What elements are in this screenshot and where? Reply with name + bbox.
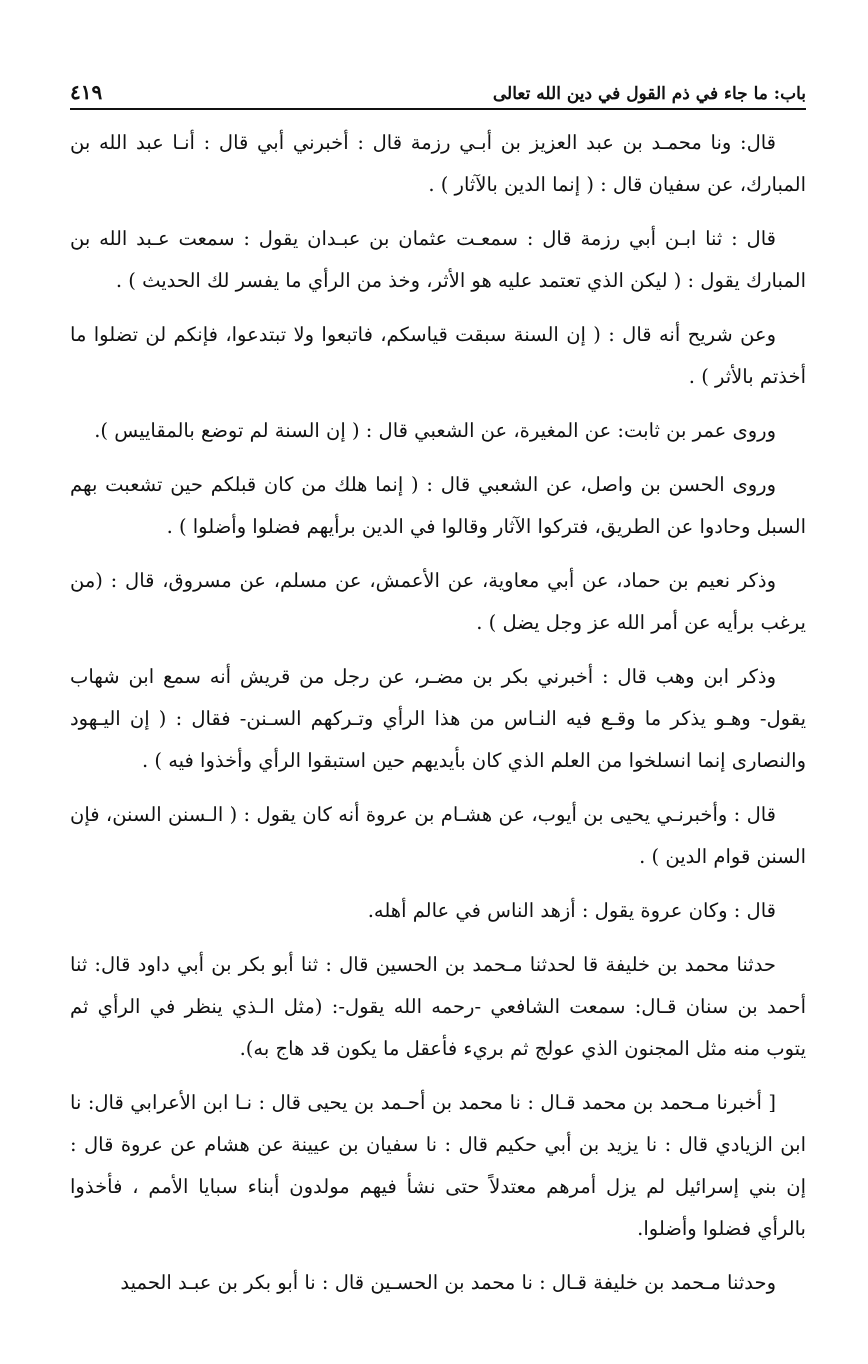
paragraph: وحدثنا مـحمد بن خليفة قـال : نا محمد بن الحسـين قال : نا أبو بكر بن عبـد الحميد [120, 1271, 776, 1294]
paragraph: قال : وأخبرنـي يحيى بن أيوب، عن هشـام بن عروة أنه كان يقول : ( الـسنن السنن، فإن السنن قوام الدين ) . [70, 803, 806, 868]
paragraph: [ أخبرنا مـحمد بن محمد قـال : نا محمد بن أحـمد بن يحيى قال : نـا ابن الأعرابي قال: نا ابن الزيادي قال : نا يزيد بن أبي حكيم قال : نا سفيان بن عيينة عن هشام عن عروة قال : إن بني إسرائيل لم يزل أمرهم معتدلاً حتى نشأ فيهم مولدون أبناء سبايا الأمم ، فأخذوا بالرأي فضلوا وأضلوا. [70, 1091, 806, 1240]
page-number: ٤١٩ [70, 80, 103, 104]
paragraph: وروى الحسن بن واصل، عن الشعبي قال : ( إنما هلك من كان قبلكم حين تشعبت بهم السبل وحادوا عن الطريق، فتركوا الآثار وقالوا في الدين برأيهم فضلوا وأضلوا ) . [70, 473, 806, 538]
page-header [70, 70, 806, 110]
paragraph: وذكر نعيم بن حماد، عن أبي معاوية، عن الأعمش، عن مسلم، عن مسروق، قال : (من يرغب برأيه عن أمر الله عز وجل يضل ) . [70, 569, 806, 634]
running-title: باب: ما جاء في ذم القول في دين الله تعالى [492, 84, 806, 104]
paragraph: قال: ونا محمـد بن عبد العزيز بن أبـي رزمة قال : أخبرني أبي قال : أنـا عبد الله بن المبارك، عن سفيان قال : ( إنما الدين بالآثار ) . [70, 131, 806, 196]
paragraph: وذكر ابن وهب قال : أخبرني بكر بن مضـر، عن رجل من قريش أنه سمع ابن شهاب يقول- وهـو يذكر ما وقـع فيه النـاس من هذا الرأي وتـركهم السـنن- فقال : ( إن اليـهود والنصارى إنما انسلخوا من العلم الذي كان بأيديهم حين استبقوا الرأي وأخذوا فيه ) . [70, 665, 806, 772]
body-text [70, 122, 806, 1316]
paragraph: حدثنا محمد بن خليفة قا لحدثنا مـحمد بن الحسين قال : ثنا أبو بكر بن أبي داود قال: ثنا أحمد بن سنان قـال: سمعت الشافعي -رحمه الله يقول-: (مثل الـذي ينظر في الرأي ثم يتوب منه مثل المجنون الذي عولج ثم بريء فأعقل ما يكون قد هاج به). [70, 953, 806, 1060]
paragraph: قال : ثنا ابـن أبي رزمة قال : سمعـت عثمان بن عبـدان يقول : سمعت عـبد الله بن المبارك يقول : ( ليكن الذي تعتمد عليه هو الأثر، وخذ من الرأي ما يفسر لك الحديث ) . [70, 227, 806, 292]
paragraph: وروى عمر بن ثابت: عن المغيرة، عن الشعبي قال : ( إن السنة لم توضع بالمقاييس ). [94, 419, 776, 442]
paragraph: وعن شريح أنه قال : ( إن السنة سبقت قياسكم، فاتبعوا ولا تبتدعوا، فإنكم لن تضلوا ما أخذتم بالأثر ) . [70, 323, 806, 388]
paragraph: قال : وكان عروة يقول : أزهد الناس في عالم أهله. [367, 899, 776, 922]
